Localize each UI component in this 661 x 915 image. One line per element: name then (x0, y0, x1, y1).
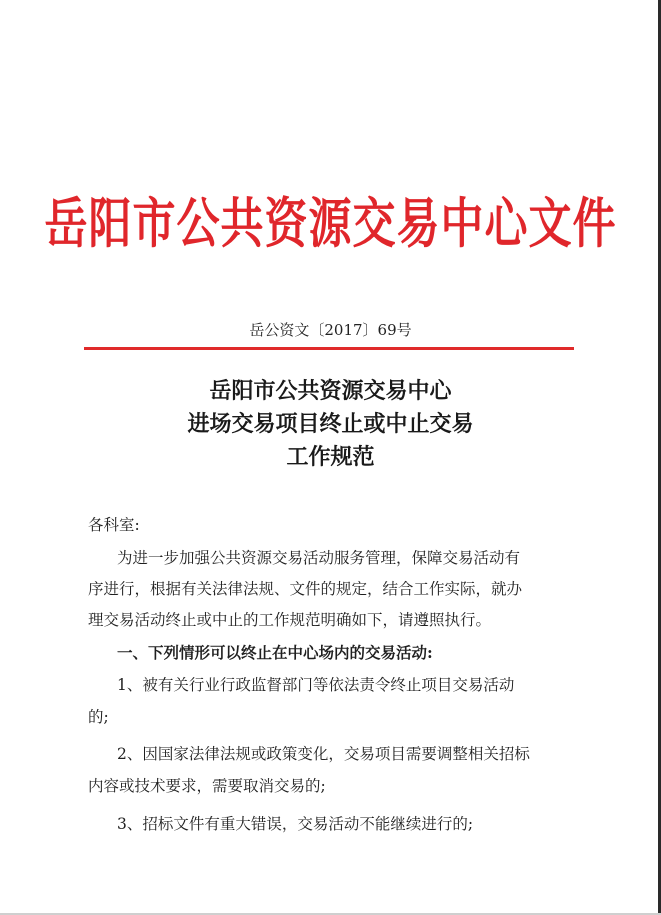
salutation: 各科室: (88, 516, 140, 534)
intro-line: 序进行，根据有关法律法规、文件的规定，结合工作实际，就办 (88, 580, 523, 598)
intro-line: 理交易活动终止或中止的工作规范明确如下，请遵照执行。 (88, 611, 492, 629)
document-number: 岳公资文〔2017〕69号 (249, 321, 412, 339)
list-item-line: 的; (88, 708, 109, 726)
title-line: 工作规范 (286, 444, 375, 470)
title-line: 进场交易项目终止或中止交易 (187, 411, 474, 437)
document-header-title: 岳阳市公共资源交易中心文件 (44, 193, 617, 256)
list-item-line: 1、被有关行业行政监督部门等依法责令终止项目交易活动 (117, 676, 515, 694)
header-divider-rule (84, 347, 574, 350)
document-body (88, 511, 588, 840)
intro-line: 为进一步加强公共资源交易活动服务管理，保障交易活动有 (117, 549, 521, 567)
list-item-line: 3、招标文件有重大错误，交易活动不能继续进行的; (117, 815, 474, 833)
title-line: 岳阳市公共资源交易中心 (209, 378, 452, 404)
list-item-line: 2、因国家法律法规或政策变化，交易项目需要调整相关招标 (117, 745, 530, 763)
document-title (0, 375, 661, 474)
list-item-line: 内容或技术要求，需要取消交易的; (88, 777, 326, 795)
section-heading: 一、下列情形可以终止在中心场内的交易活动: (117, 643, 433, 662)
